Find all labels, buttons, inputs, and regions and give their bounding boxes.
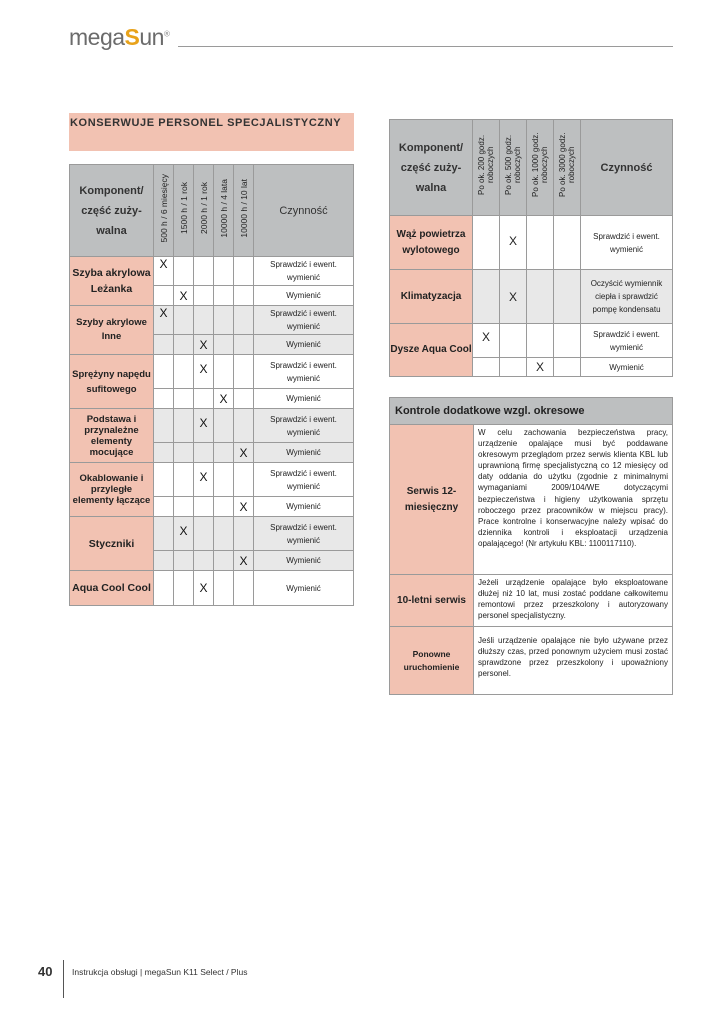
interval-mark: X: [194, 409, 214, 443]
component-name: Szyba akrylowa Leżanka: [70, 257, 154, 306]
interval-mark: [234, 335, 254, 355]
check-description: W celu zachowania bezpieczeństwa pracy, urządzenie opalające musi być poddawane okresowym przeglądom przez serwis klienta KBL lub uprawnioną firmę specjalistyczną co 12 miesięcy od daty oddania do użytku (zgodnie z minimalnymi wymaganiami 2009/104/WE dotyczącymi bezpieczeństwa i higieny użytkowania sprzętu roboczego przez pracowników w miejscu pracy). Prace kontrolne i konserwacyjne należy wpisać do dziennika kontroli i eksploatacji urządzenia opalającego! (Nr artykułu KBL: 1100117110).: [474, 425, 673, 575]
interval-mark: X: [194, 463, 214, 497]
action-text: Wymienić: [254, 389, 354, 409]
interval-mark: [154, 497, 174, 517]
interval-mark: [174, 257, 194, 286]
checks-title: Kontrole dodatkowe wzgl. okresowe: [390, 398, 673, 425]
action-text: Wymienić: [254, 335, 354, 355]
action-text: Sprawdzić i ewent. wymienić: [254, 409, 354, 443]
header-action: Czynność: [581, 120, 673, 216]
interval-mark: [214, 355, 234, 389]
action-text: Sprawdzić i ewent. wymienić: [254, 355, 354, 389]
interval-mark: [154, 355, 174, 389]
interval-mark: [234, 286, 254, 306]
interval-mark: [214, 286, 234, 306]
interval-mark: [194, 257, 214, 286]
interval-mark: [174, 443, 194, 463]
interval-mark: [154, 517, 174, 551]
interval-mark: [554, 358, 581, 377]
interval-mark: X: [174, 286, 194, 306]
action-text: Wymienić: [254, 286, 354, 306]
header-interval: 2000 h / 1 rok: [194, 165, 214, 257]
interval-mark: [527, 324, 554, 358]
action-text: Wymienić: [254, 571, 354, 606]
logo-registered-mark: ®: [163, 29, 170, 39]
interval-mark: X: [500, 216, 527, 270]
component-name: Sprężyny napędu sufitowego: [70, 355, 154, 409]
action-text: Wymienić: [254, 443, 354, 463]
interval-mark: [174, 335, 194, 355]
footer-divider: [63, 960, 64, 998]
interval-mark: [154, 389, 174, 409]
interval-mark: [473, 270, 500, 324]
additional-checks-table: [389, 397, 673, 695]
header-interval: Po ok. 500 godz. roboczych: [500, 120, 527, 216]
interval-mark: [194, 306, 214, 335]
interval-mark: [527, 270, 554, 324]
header-interval: 10000 h / 4 lata: [214, 165, 234, 257]
interval-mark: X: [154, 257, 174, 286]
component-name: Styczniki: [70, 517, 154, 571]
interval-mark: [234, 306, 254, 335]
action-text: Sprawdzić i ewent. wymienić: [254, 517, 354, 551]
interval-mark: [154, 335, 174, 355]
action-text: Wymienić: [581, 358, 673, 377]
interval-mark: [234, 409, 254, 443]
logo-text-s: S: [124, 24, 140, 50]
interval-mark: [234, 463, 254, 497]
section-title: KONSERWUJE PERSONEL SPECJALISTYCZNY: [69, 113, 354, 151]
interval-mark: X: [234, 497, 254, 517]
footer-text: Instrukcja obsługi | megaSun K11 Select / Plus: [72, 967, 248, 977]
interval-mark: [500, 324, 527, 358]
check-name: Ponowne uruchomienie: [390, 627, 474, 695]
header-interval: Po ok. 1000 godz. roboczych: [527, 120, 554, 216]
header-divider: [178, 46, 673, 47]
interval-mark: [154, 463, 174, 497]
interval-mark: X: [473, 324, 500, 358]
check-description: Jeśli urządzenie opalające nie było używane przez dłuższy czas, przed ponownym użyciem musi zostać sprawdzone przez przeszkolony i upoważniony personel.: [474, 627, 673, 695]
component-name: Szyby akrylowe Inne: [70, 306, 154, 355]
logo-text-mega: mega: [69, 24, 125, 50]
interval-mark: [214, 497, 234, 517]
component-name: Aqua Cool Cool: [70, 571, 154, 606]
interval-mark: [554, 216, 581, 270]
interval-mark: [174, 355, 194, 389]
interval-mark: [194, 497, 214, 517]
header-interval: 10000 h / 10 lat: [234, 165, 254, 257]
interval-mark: [234, 571, 254, 606]
action-text: Sprawdzić i ewent. wymienić: [581, 324, 673, 358]
interval-mark: [500, 358, 527, 377]
interval-mark: [214, 335, 234, 355]
interval-mark: [214, 409, 234, 443]
page-number: 40: [38, 964, 53, 979]
interval-mark: [214, 463, 234, 497]
interval-mark: [194, 286, 214, 306]
interval-mark: X: [527, 358, 554, 377]
header-interval: 500 h / 6 miesięcy: [154, 165, 174, 257]
action-text: Oczyścić wymiennik ciepła i sprawdzić pompę kondensatu: [581, 270, 673, 324]
interval-mark: X: [154, 306, 174, 335]
interval-mark: X: [234, 551, 254, 571]
header-action: Czynność: [254, 165, 354, 257]
interval-mark: [214, 306, 234, 335]
maintenance-table-hours: [389, 119, 673, 377]
interval-mark: [214, 551, 234, 571]
component-name: Podstawa i przynależne elementy mocujące: [70, 409, 154, 463]
interval-mark: [154, 443, 174, 463]
action-text: Sprawdzić i ewent. wymienić: [581, 216, 673, 270]
interval-mark: X: [214, 389, 234, 409]
interval-mark: [234, 517, 254, 551]
interval-mark: [234, 389, 254, 409]
interval-mark: [214, 257, 234, 286]
action-text: Wymienić: [254, 497, 354, 517]
interval-mark: [154, 286, 174, 306]
interval-mark: [154, 551, 174, 571]
header-interval: Po ok. 200 godz. roboczych: [473, 120, 500, 216]
interval-mark: [174, 551, 194, 571]
interval-mark: X: [234, 443, 254, 463]
component-name: Okablowanie i przyległe elementy łączące: [70, 463, 154, 517]
interval-mark: [194, 517, 214, 551]
interval-mark: [174, 389, 194, 409]
interval-mark: [174, 409, 194, 443]
interval-mark: X: [174, 517, 194, 551]
component-name: Wąż powietrza wylotowego: [390, 216, 473, 270]
interval-mark: [234, 355, 254, 389]
check-name: Serwis 12-miesięczny: [390, 425, 474, 575]
interval-mark: [554, 324, 581, 358]
header-component: Komponent/ część zuży-walna: [390, 120, 473, 216]
interval-mark: [194, 443, 214, 463]
interval-mark: [194, 389, 214, 409]
interval-mark: [154, 571, 174, 606]
interval-mark: [214, 517, 234, 551]
action-text: Sprawdzić i ewent. wymienić: [254, 463, 354, 497]
interval-mark: X: [194, 571, 214, 606]
logo-text-un: un: [139, 24, 164, 50]
action-text: Sprawdzić i ewent. wymienić: [254, 306, 354, 335]
action-text: Wymienić: [254, 551, 354, 571]
component-name: Dysze Aqua Cool: [390, 324, 473, 377]
check-name: 10-letni serwis: [390, 575, 474, 627]
interval-mark: [234, 257, 254, 286]
component-name: Klimatyzacja: [390, 270, 473, 324]
interval-mark: [154, 409, 174, 443]
interval-mark: [174, 497, 194, 517]
interval-mark: [194, 551, 214, 571]
interval-mark: X: [500, 270, 527, 324]
interval-mark: [174, 306, 194, 335]
check-description: Jeżeli urządzenie opalające było eksploatowane dłużej niż 10 lat, musi zostać poddane całkowitemu remontowi przez przeszkolony i autoryzowany personel specjalistyczny.: [474, 575, 673, 627]
interval-mark: [473, 216, 500, 270]
maintenance-table-specialist: [69, 164, 354, 606]
interval-mark: [554, 270, 581, 324]
interval-mark: X: [194, 355, 214, 389]
header-component: Komponent/ część zuży-walna: [70, 165, 154, 257]
action-text: Sprawdzić i ewent. wymienić: [254, 257, 354, 286]
header-interval: Po ok. 3000 godz. roboczych: [554, 120, 581, 216]
interval-mark: [214, 571, 234, 606]
interval-mark: [527, 216, 554, 270]
interval-mark: X: [194, 335, 214, 355]
interval-mark: [214, 443, 234, 463]
megasun-logo: [69, 24, 169, 51]
interval-mark: [174, 463, 194, 497]
interval-mark: [174, 571, 194, 606]
interval-mark: [473, 358, 500, 377]
header-interval: 1500 h / 1 rok: [174, 165, 194, 257]
